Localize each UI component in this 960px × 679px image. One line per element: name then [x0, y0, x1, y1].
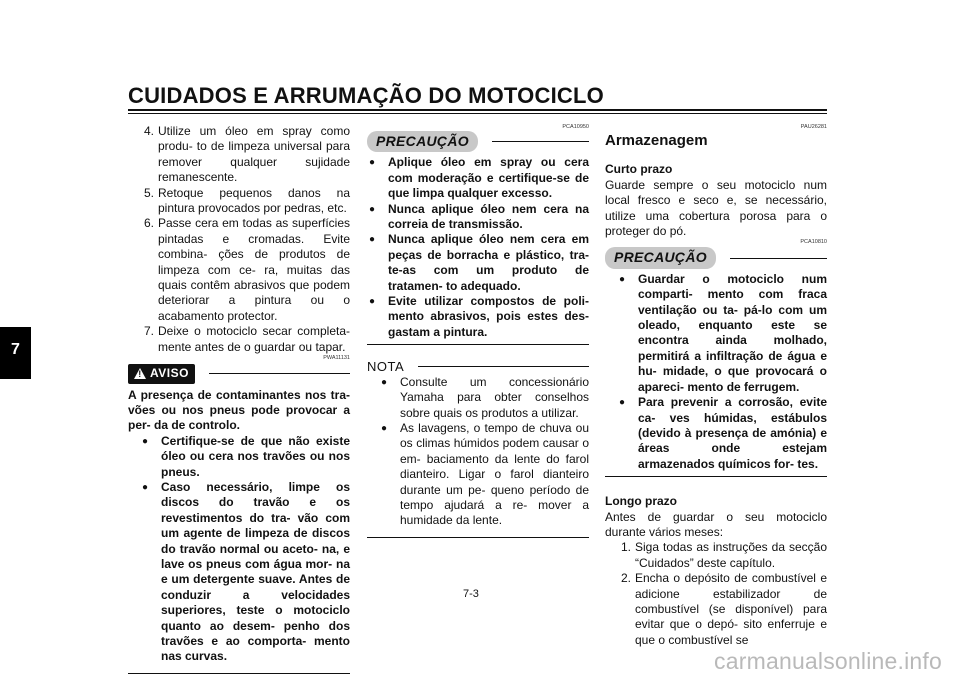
bullet-dot-icon: ● [381, 376, 388, 388]
warning-triangle-icon: ! [134, 368, 146, 379]
header-line [209, 373, 350, 374]
warning-header [128, 364, 350, 383]
bullet-dot-icon: ● [142, 435, 149, 447]
list-item: ● Guardar o motociclo num comparti- mento com fraca ventilação ou ta- pá-lo com um oleado, enquanto este se encontra ainda molhado, permitirá a infiltração de água e hu- midade, o que provocará o apareci- mento de ferrugem. [619, 271, 827, 394]
bullet-dot-icon: ● [619, 273, 626, 285]
list-item: 1. Siga todas as instruções da secção “Cuidados” deste capítulo. [620, 540, 827, 570]
caution-header [605, 247, 827, 268]
bullet-dot-icon: ● [369, 296, 376, 308]
list-item: ● Nunca aplique óleo nem cera na correia de transmissão. [369, 201, 589, 232]
list-item: ● Aplique óleo em spray ou cera com moderação e certifique-se de que limpa qualquer excesso. [369, 155, 589, 201]
column-2 [367, 124, 589, 538]
header-line [730, 258, 827, 259]
list-item: ● Para prevenir a corrosão, evite ca- ves húmidas, estábulos (devido à presença de amónia) e áreas onde estejam armazenados químicos for- tes. [619, 395, 827, 471]
list-item: ● Caso necessário, limpe os discos do travão e os revestimentos do tra- vão com um agente de limpeza de discos do travão normal ou aceto- na, e lave os pneus com água mor- na e um detergente suave. Antes de conduzir a velocidades superiores, teste o motociclo quanto ao desem- penho dos travões e ao comporta- mento nas curvas. [142, 479, 350, 664]
paragraph: Guarde sempre o seu motociclo num local fresco e seco e, se necessário, utilize uma cobertura porosa para o proteger do pó. [605, 177, 827, 239]
warning-intro: A presença de contaminantes nos tra- vões ou nos pneus pode provocar a per- da de controlo. [128, 387, 350, 433]
reference-code: PCA10810 [800, 239, 827, 246]
header-rule-thin [128, 113, 827, 114]
list-item: 4. Utilize um óleo em spray como produ- to de limpeza universal para remover qualquer sujidade remanescente. [143, 124, 350, 185]
caution-badge: PRECAUÇÃO [605, 247, 716, 268]
bullet-dot-icon: ● [369, 203, 376, 215]
note-header: NOTA [367, 359, 589, 374]
list-item: ● As lavagens, o tempo de chuva ou os climas húmidos podem causar o em- baciamento da lente do farol dianteiro. Ligar o farol dianteiro durante um pe- queno período de tempo ajudará a re- mover a humidade da lente. [381, 420, 589, 528]
bullet-dot-icon: ● [369, 234, 376, 246]
watermark: carmanualsonline.info [714, 648, 942, 674]
reference-code: PAU26281 [800, 124, 827, 130]
subsection-title: Longo prazo [605, 494, 677, 509]
paragraph: Antes de guardar o seu motociclo durante vários meses: [605, 509, 827, 539]
header-line [418, 366, 589, 367]
column-1 [128, 124, 350, 674]
warning-badge: ! AVISO [128, 364, 195, 383]
bullet-dot-icon: ● [142, 481, 149, 493]
section-title: Armazenagem [605, 132, 708, 149]
section-end-rule [367, 537, 589, 538]
list-item: 5. Retoque pequenos danos na pintura provocados por pedras, etc. [143, 185, 350, 216]
list-item: 6. Passe cera em todas as superfícies pintadas e cromadas. Evite combina- ções de produtos de limpeza com ce- ra, muitas das quais contêm abrasivos que podem deteriorar a pintura ou o acabamento protector. [143, 216, 350, 323]
caution-badge: PRECAUÇÃO [367, 131, 478, 152]
bullet-dot-icon: ● [369, 157, 376, 169]
caution-header [367, 131, 589, 152]
header-rule [128, 109, 827, 111]
section-end-rule [128, 673, 350, 674]
subsection-title: Curto prazo [605, 162, 673, 177]
header-line [492, 141, 589, 142]
chapter-number: 7 [11, 341, 20, 358]
list-item: 2. Encha o depósito de combustível e adicione estabilizador de combustível (se disponível) para evitar que o depó- sito enferruje e que o combustível se [620, 571, 827, 647]
list-item: ● Certifique-se de que não existe óleo ou cera nos travões ou nos pneus. [142, 433, 350, 479]
section-end-rule [605, 476, 827, 477]
section-end-rule [367, 344, 589, 345]
reference-code: PCA10950 [562, 124, 589, 130]
list-item: ● Evite utilizar compostos de poli- mento abrasivos, pois estes des- gastam a pintura. [369, 294, 589, 339]
list-item: ● Consulte um concessionário Yamaha para obter conselhos sobre quais os produtos a utilizar. [381, 374, 589, 420]
page-number: 7-3 [463, 588, 479, 600]
list-item: 7. Deixe o motociclo secar completa- mente antes de o guardar ou tapar. [143, 324, 350, 354]
bullet-dot-icon: ● [381, 422, 388, 434]
column-3 [605, 124, 827, 648]
list-item: ● Nunca aplique óleo nem cera em peças de borracha e plástico, tra- te-as com um produto de tratamen- to adequado. [369, 232, 589, 293]
reference-code: PWA11131 [323, 355, 350, 362]
page-title: CUIDADOS E ARRUMAÇÃO DO MOTOCICLO [128, 83, 604, 108]
bullet-dot-icon: ● [619, 397, 626, 409]
